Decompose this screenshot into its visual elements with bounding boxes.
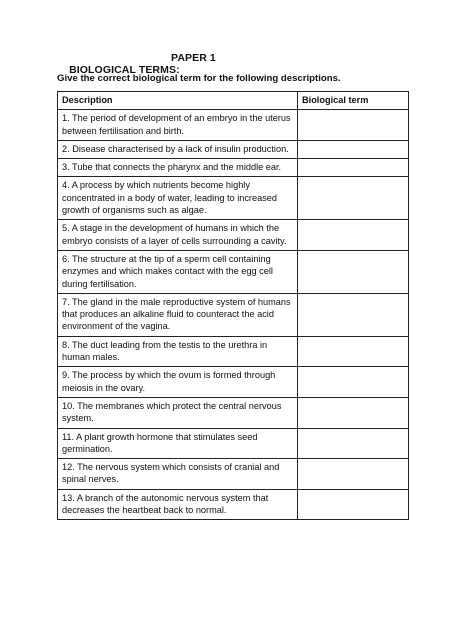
description-cell: 7. The gland in the male reproductive system of humans that produces an alkaline fluid to counteract the acid environment of the vagina. — [58, 293, 298, 336]
table-row — [58, 367, 409, 398]
table-row — [58, 177, 409, 220]
description-cell: 4. A process by which nutrients become highly concentrated in a body of water, leading to increased growth of organisms such as algae. — [58, 177, 298, 220]
description-cell: 8. The duct leading from the testis to the urethra in human males. — [58, 336, 298, 367]
description-cell: 1. The period of development of an embryo in the uterus between fertilisation and birth. — [58, 110, 298, 141]
term-answer-cell[interactable] — [298, 140, 409, 158]
term-answer-cell[interactable] — [298, 428, 409, 459]
term-answer-cell[interactable] — [298, 367, 409, 398]
table-row — [58, 336, 409, 367]
description-cell: 3. Tube that connects the pharynx and the middle ear. — [58, 159, 298, 177]
table-row — [58, 250, 409, 293]
title-text: BIOLOGICAL TERMS: — [69, 64, 180, 76]
description-cell: 10. The membranes which protect the central nervous system. — [58, 397, 298, 428]
description-cell: 2. Disease characterised by a lack of insulin production. — [58, 140, 298, 158]
table-row — [58, 293, 409, 336]
term-answer-cell[interactable] — [298, 459, 409, 490]
terms-table — [57, 91, 409, 520]
instruction-text: Give the correct biological term for the following descriptions. — [57, 73, 341, 84]
description-cell: 5. A stage in the development of humans in which the embryo consists of a layer of cells surrounding a cavity. — [58, 220, 298, 251]
column-header-description: Description — [58, 92, 298, 110]
table-row — [58, 489, 409, 520]
paper-label: PAPER 1 — [171, 52, 216, 64]
term-answer-cell[interactable] — [298, 110, 409, 141]
table-row — [58, 428, 409, 459]
table-row — [58, 220, 409, 251]
description-cell: 9. The process by which the ovum is formed through meiosis in the ovary. — [58, 367, 298, 398]
column-header-biological-term: Biological term — [298, 92, 409, 110]
description-cell: 6. The structure at the tip of a sperm cell containing enzymes and which makes contact with the egg cell during fertilisation. — [58, 250, 298, 293]
term-answer-cell[interactable] — [298, 177, 409, 220]
term-answer-cell[interactable] — [298, 489, 409, 520]
description-cell: 11. A plant growth hormone that stimulates seed germination. — [58, 428, 298, 459]
table-row — [58, 110, 409, 141]
term-answer-cell[interactable] — [298, 293, 409, 336]
term-answer-cell[interactable] — [298, 336, 409, 367]
description-cell: 13. A branch of the autonomic nervous system that decreases the heartbeat back to normal. — [58, 489, 298, 520]
table-row — [58, 159, 409, 177]
table-row — [58, 140, 409, 158]
term-answer-cell[interactable] — [298, 220, 409, 251]
table-row — [58, 459, 409, 490]
description-cell: 12. The nervous system which consists of cranial and spinal nerves. — [58, 459, 298, 490]
term-answer-cell[interactable] — [298, 159, 409, 177]
table-row — [58, 397, 409, 428]
term-answer-cell[interactable] — [298, 250, 409, 293]
term-answer-cell[interactable] — [298, 397, 409, 428]
table-header-row — [58, 92, 409, 110]
